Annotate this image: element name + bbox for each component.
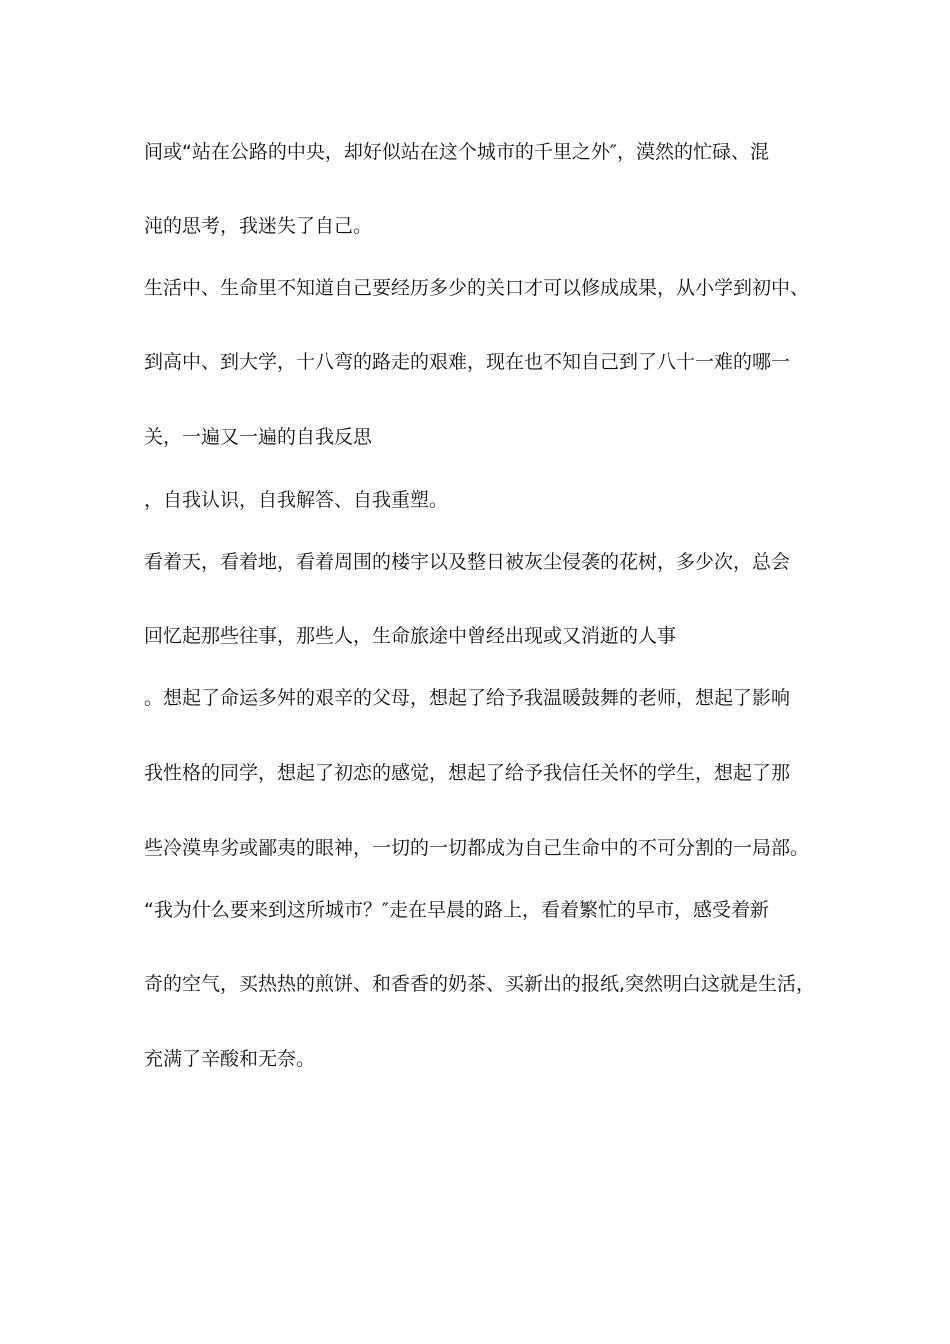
text-line: 我性格的同学，想起了初恋的感觉，想起了给予我信任关怀的学生，想起了那 xyxy=(144,762,791,784)
text-line: 间或“站在公路的中央，却好似站在这个城市的千里之外″，漠然的忙碌、混 xyxy=(144,141,769,163)
text-line: 奇的空气，买热热的煎饼、和香香的奶茶、买新出的报纸,突然明白这就是生活， xyxy=(144,973,816,995)
text-line: 沌的思考，我迷失了自己。 xyxy=(144,215,373,237)
text-line: 生活中、生命里不知道自己要经历多少的关口才可以修成成果，从小学到初中、 xyxy=(144,277,810,299)
text-line: ，自我认识，自我解答、自我重塑。 xyxy=(144,489,449,511)
text-line: “我为什么要来到这所城市？″走在早晨的路上，看着繁忙的早市，感受着新 xyxy=(144,899,769,921)
text-line: 关，一遍又一遍的自我反思 xyxy=(144,426,373,448)
text-line: 到高中、到大学，十八弯的路走的艰难，现在也不知自己到了八十一难的哪一 xyxy=(144,351,791,373)
text-line: 些冷漠卑劣或鄙夷的眼神，一切的一切都成为自己生命中的不可分割的一局部。 xyxy=(144,837,810,859)
text-line: 回忆起那些往事，那些人，生命旅途中曾经出现或又消逝的人事 xyxy=(144,625,677,647)
text-line: 。想起了命运多舛的艰辛的父母，想起了给予我温暖鼓舞的老师，想起了影响 xyxy=(144,687,791,709)
text-line: 充满了辛酸和无奈。 xyxy=(144,1048,316,1070)
text-line: 看着天，看着地，看着周围的楼宇以及整日被灰尘侵袭的花树，多少次，总会 xyxy=(144,551,791,573)
